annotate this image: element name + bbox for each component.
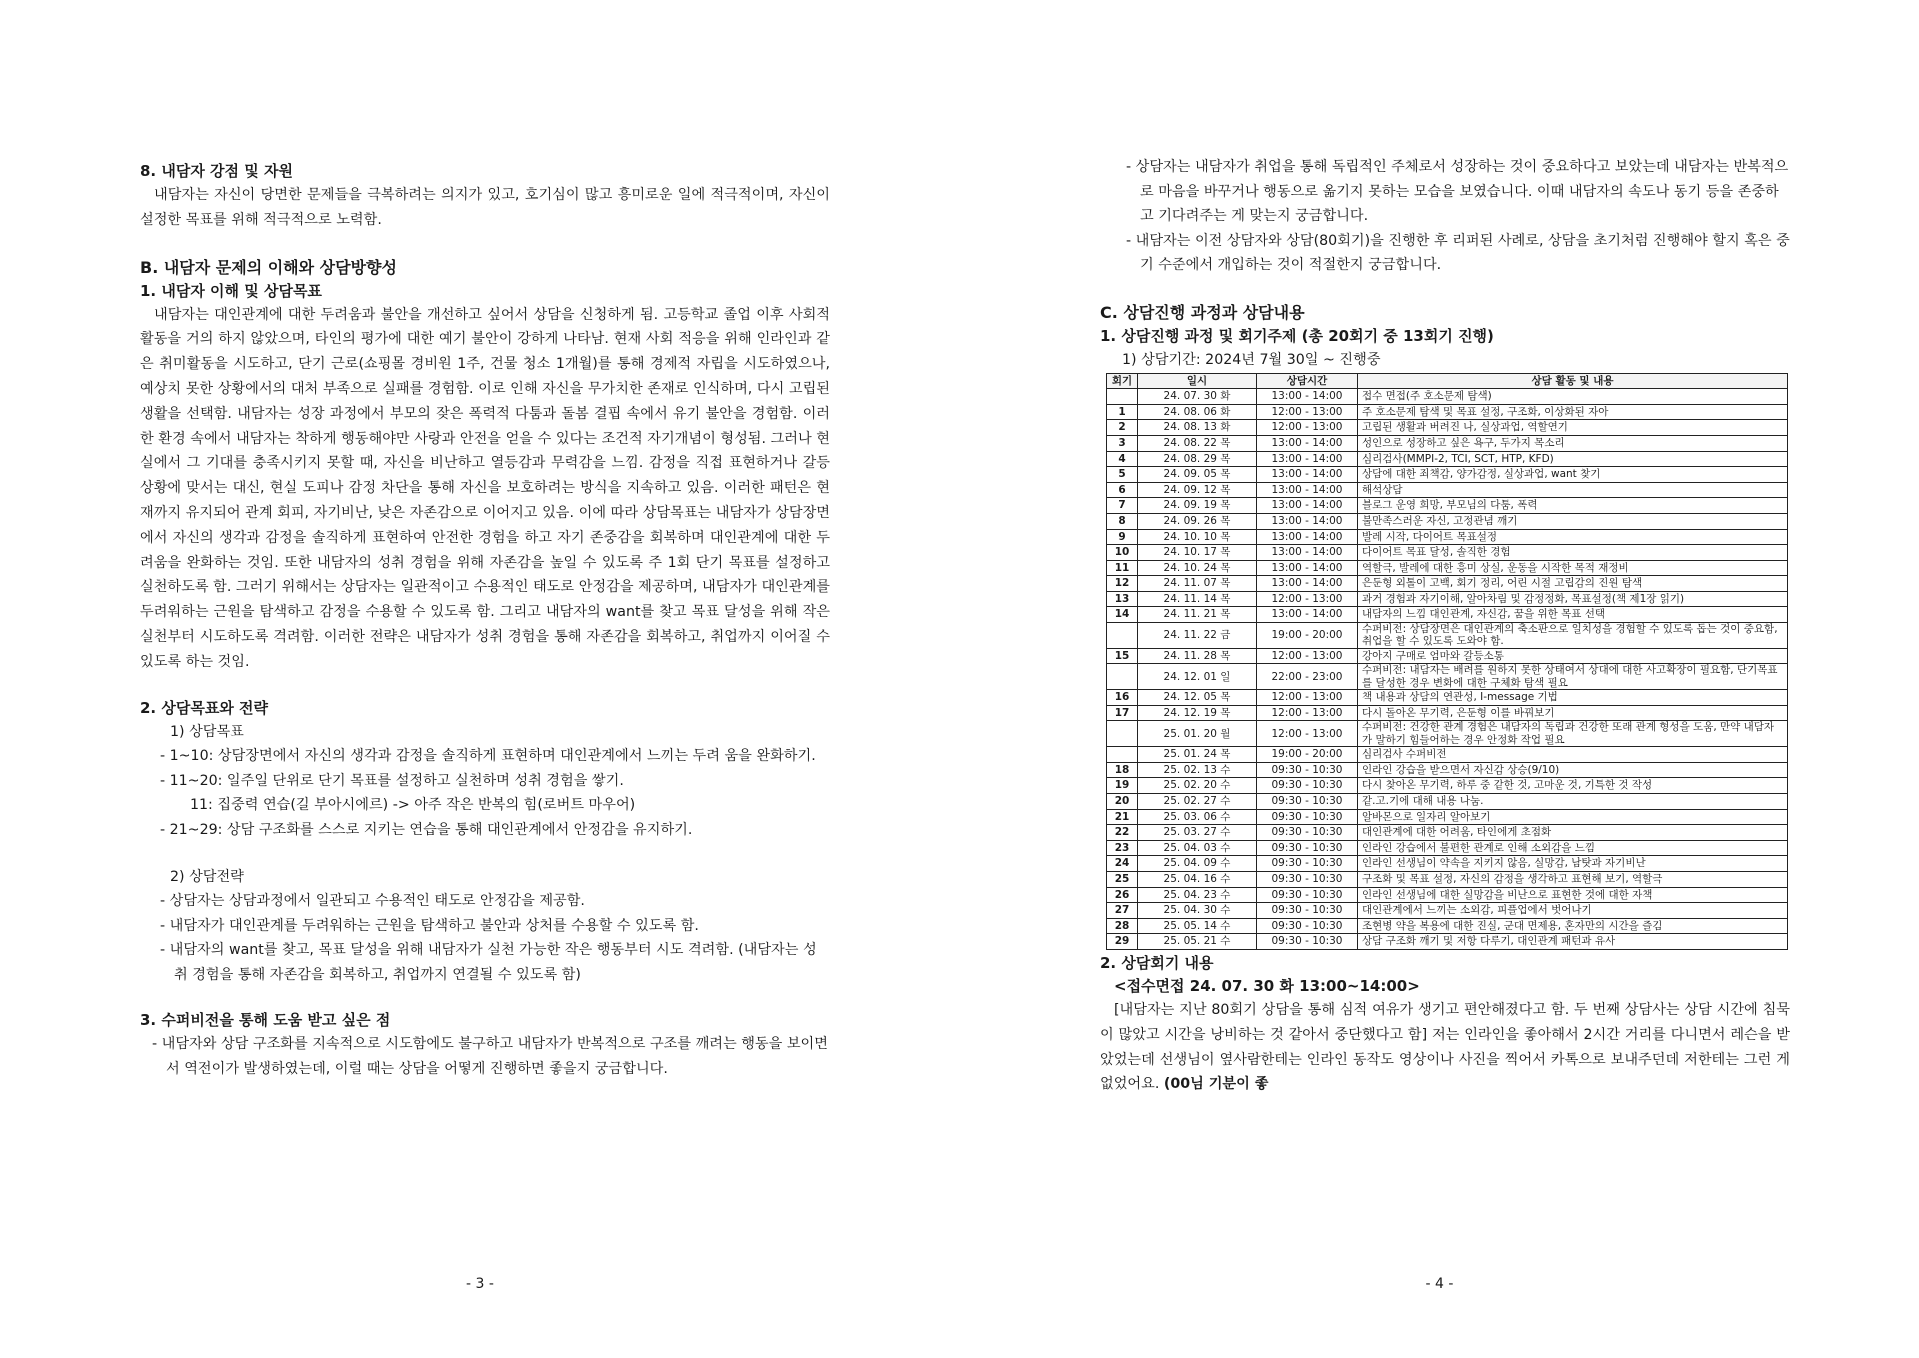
goal-item-2: - 11~20: 일주일 단위로 단기 목표를 설정하고 실천하며 성취 경험을 쌓기.	[160, 772, 624, 789]
session-number: 29	[1107, 934, 1138, 950]
session-date: 25. 04. 03 수	[1138, 840, 1257, 856]
session-time: 12:00 - 13:00	[1257, 721, 1358, 747]
c2-intake-text: [내담자는 지난 80회기 상담을 통해 심적 여유가 생기고 편안해졌다고 함. 두 번째 상담사는 상담 시간에 침묵이 많았고 시간을 낭비하는 것 같아서 중단했다고 함] 저는 인라인을 좋아해서 2시간 거리를 다니면서 레슨을 받았었는데 선생님이 옆사람한테는 인라인 동작도 영상이나 사진을 찍어서 카톡으로 보내주던데 저한테는 그런 게 없었어요.	[1100, 1002, 1790, 1093]
session-date: 24. 09. 26 목	[1138, 513, 1257, 529]
session-content: 알바몬으로 일자리 알아보기	[1358, 809, 1788, 825]
session-date: 25. 02. 13 수	[1138, 762, 1257, 778]
session-content: 강아지 구매로 엄마와 갈등소통	[1358, 648, 1788, 664]
page-number-3: - 3 -	[466, 1276, 494, 1292]
header-session: 회기	[1107, 373, 1138, 389]
header-content: 상담 활동 및 내용	[1358, 373, 1788, 389]
session-number: 6	[1107, 482, 1138, 498]
table-row	[1107, 467, 1788, 483]
session-time: 12:00 - 13:00	[1257, 705, 1358, 721]
session-content: 상담에 대한 죄책감, 양가감정, 실상과업, want 찾기	[1358, 467, 1788, 483]
table-row	[1107, 529, 1788, 545]
goal-item-3: - 21~29: 상담 구조화를 스스로 지키는 연습을 통해 대인관계에서 안정감을 유지하기.	[160, 821, 693, 838]
session-time: 19:00 - 20:00	[1257, 747, 1358, 763]
strategy-item-3: - 내담자의 want를 찾고, 목표 달성을 위해 내담자가 실천 가능한 작은 행동부터 시도 격려함. (내담자는 성취 경험을 통해 자존감을 회복하고, 취업까지 연결될 수 있도록 함)	[160, 942, 817, 983]
session-content: 다시 돌아온 무기력, 은둔형 이를 바꿔보기	[1358, 705, 1788, 721]
table-row	[1107, 903, 1788, 919]
strategy-label: 2) 상담전략	[170, 868, 244, 885]
table-row	[1107, 498, 1788, 514]
session-content: 다시 찾아온 무기력, 하루 중 같한 것, 고마운 것, 기특한 것 작성	[1358, 778, 1788, 794]
session-time: 12:00 - 13:00	[1257, 420, 1358, 436]
session-date: 25. 04. 09 수	[1138, 856, 1257, 872]
table-row	[1107, 809, 1788, 825]
table-row	[1107, 435, 1788, 451]
session-time: 13:00 - 14:00	[1257, 498, 1358, 514]
session-number: 1	[1107, 404, 1138, 420]
session-time: 13:00 - 14:00	[1257, 435, 1358, 451]
session-number: 25	[1107, 872, 1138, 888]
session-number	[1107, 721, 1138, 747]
table-row	[1107, 607, 1788, 623]
session-number: 22	[1107, 825, 1138, 841]
b2-title: 2. 상담목표와 전략	[140, 698, 269, 717]
session-number: 4	[1107, 451, 1138, 467]
session-number: 26	[1107, 887, 1138, 903]
table-row	[1107, 576, 1788, 592]
c2-intake-tail: (00님 기분이 좋	[1163, 1076, 1269, 1093]
goal-item-2-note: 11: 집중력 연습(길 부아시에르) -> 아주 작은 반복의 힘(로버트 마우어)	[190, 797, 636, 814]
session-time: 12:00 - 13:00	[1257, 591, 1358, 607]
table-row	[1107, 840, 1788, 856]
c1-period: 1) 상담기간: 2024년 7월 30일 ~ 진행중	[1122, 351, 1381, 368]
table-row	[1107, 794, 1788, 810]
session-time: 09:30 - 10:30	[1257, 903, 1358, 919]
session-number	[1107, 389, 1138, 405]
session-content: 책 내용과 상담의 연관성, I-message 기법	[1358, 690, 1788, 706]
b3-title: 3. 수퍼비전을 통해 도움 받고 싶은 점	[140, 1011, 391, 1030]
c2-intake-body	[1100, 998, 1790, 1097]
header-date: 일시	[1138, 373, 1257, 389]
session-date: 24. 11. 07 목	[1138, 576, 1257, 592]
session-number	[1107, 747, 1138, 763]
session-date: 25. 02. 27 수	[1138, 794, 1257, 810]
session-time: 19:00 - 20:00	[1257, 623, 1358, 649]
session-date: 24. 09. 05 목	[1138, 467, 1257, 483]
session-date: 25. 03. 06 수	[1138, 809, 1257, 825]
session-number: 13	[1107, 591, 1138, 607]
session-time: 22:00 - 23:00	[1257, 664, 1358, 690]
strategy-item-2: - 내담자가 대인관계를 두려워하는 근원을 탐색하고 불안과 상처를 수용할 수 있도록 함.	[160, 917, 699, 934]
session-date: 24. 11. 21 목	[1138, 607, 1257, 623]
session-content: 은둔형 외톨이 고백, 회기 정리, 어린 시절 고립감의 진원 탐색	[1358, 576, 1788, 592]
session-content: 고립된 생활과 버려진 나, 실상과업, 역할연기	[1358, 420, 1788, 436]
table-row	[1107, 560, 1788, 576]
session-content: 내담자의 느낌 대인관계, 자신감, 꿈을 위한 목표 선택	[1358, 607, 1788, 623]
right-column	[1100, 155, 1790, 1097]
page-number-4: - 4 -	[1425, 1276, 1454, 1292]
session-number: 8	[1107, 513, 1138, 529]
session-content: 수퍼비전: 건강한 관계 경험은 내담자의 독립과 건강한 또래 관계 형성을 도움, 만약 내담자가 말하기 힘들어하는 경우 안정화 작업 필요	[1358, 721, 1788, 747]
session-time: 13:00 - 14:00	[1257, 607, 1358, 623]
session-time: 12:00 - 13:00	[1257, 690, 1358, 706]
session-number: 11	[1107, 560, 1138, 576]
session-time: 09:30 - 10:30	[1257, 872, 1358, 888]
session-date: 25. 02. 20 수	[1138, 778, 1257, 794]
table-row	[1107, 747, 1788, 763]
session-time: 09:30 - 10:30	[1257, 762, 1358, 778]
supervision-question-2: - 상담자는 내담자가 취업을 통해 독립적인 주체로서 성장하는 것이 중요하다고 보았는데 내담자는 반복적으로 마음을 바꾸거나 행동으로 옮기지 못하는 모습을 보였습니다. 이때 내담자의 속도나 동기 등을 존중하고 기다려주는 게 맞는지 궁금합니다.	[1126, 159, 1789, 225]
session-content: 심리검사(MMPI-2, TCI, SCT, HTP, KFD)	[1358, 451, 1788, 467]
table-row	[1107, 482, 1788, 498]
session-table-header	[1107, 373, 1788, 389]
session-content: 블로그 운영 희망, 부모님의 다툼, 폭력	[1358, 498, 1788, 514]
session-content: 역할극, 발레에 대한 흥미 상실, 운동을 시작한 목적 재정비	[1358, 560, 1788, 576]
table-row	[1107, 825, 1788, 841]
table-row	[1107, 887, 1788, 903]
session-table	[1106, 373, 1788, 950]
session-time: 09:30 - 10:30	[1257, 778, 1358, 794]
table-row	[1107, 545, 1788, 561]
session-time: 09:30 - 10:30	[1257, 887, 1358, 903]
session-content: 구조화 및 목표 설정, 자신의 감정을 생각하고 표현해 보기, 역할극	[1358, 872, 1788, 888]
session-content: 인라인 선생님이 약속을 지키지 않음, 실망감, 남탓과 자기비난	[1358, 856, 1788, 872]
session-date: 24. 10. 10 목	[1138, 529, 1257, 545]
table-row	[1107, 404, 1788, 420]
session-number: 5	[1107, 467, 1138, 483]
b1-body: 내담자는 대인관계에 대한 두려움과 불안을 개선하고 싶어서 상담을 신청하게 됨. 고등학교 졸업 이후 사회적 활동을 거의 하지 않았으며, 타인의 평가에 대한 예기 불안이 강하게 나타남. 현재 사회 적응을 위해 인라인과 같은 취미활동을 시도하고, 단기 근로(쇼핑몰 경비원 1주, 건물 청소 1개월)를 통해 경제적 자립을 시도하였으나, 예상치 못한 상황에서의 대처 부족으로 실패를 경험함. 이로 인해 자신을 무가치한 존재로 인식하며, 다시 고립된 생활을 선택함. 내담자는 성장 과정에서 부모의 잦은 폭력적 다툼과 돌봄 결핍 속에서 유기 불안을 경험함. 이러한 환경 속에서 내담자는 착하게 행동해야만 사랑과 안전을 얻을 수 있다는 조건적 자기개념이 형성됨. 그러나 현실에서 그 기대를 충족시키지 못할 때, 자신을 비난하고 열등감과 무력감을 느낌. 감정을 직접 표현하거나 갈등 상황에 맞서는 대신, 현실 도피나 감정 차단을 통해 자신을 보호하려는 방식을 지속하고 있음. 이러한 패턴은 현재까지 유지되어 관계 회피, 자기비난, 낮은 자존감으로 이어지고 있음. 이에 따라 상담목표는 내담자가 상담장면에서 자신의 생각과 감정을 솔직하게 표현하여 안전한 경험을 하고 자기 존중감을 회복하며 대인관계에 대한 두려움을 완화하는 것임. 또한 내담자의 성취 경험을 위해 자존감을 높일 수 있도록 주 1회 단기 목표를 설정하고 실천하도록 함. 그러기 위해서는 상담자는 일관적이고 수용적인 태도로 안정감을 제공하며, 내담자가 대인관계를 두려워하는 근원을 탐색하고 감정을 수용할 수 있도록 함. 그리고 내담자의 want를 찾고 목표 달성을 위해 작은 실천부터 시도하도록 격려함. 이러한 전략은 내담자가 성취 경험을 통해 자존감을 회복하고, 취업까지 이어질 수 있도록 하는 것임.	[140, 306, 830, 670]
section-b-title: B. 내담자 문제의 이해와 상담방향성	[140, 257, 397, 277]
session-date: 24. 09. 12 목	[1138, 482, 1257, 498]
session-number: 27	[1107, 903, 1138, 919]
session-time: 13:00 - 14:00	[1257, 482, 1358, 498]
c1-title: 1. 상담진행 과정 및 회기주제 (총 20회기 중 13회기 진행)	[1100, 326, 1494, 345]
session-content: 다이어트 목표 달성, 솔직한 경험	[1358, 545, 1788, 561]
session-time: 13:00 - 14:00	[1257, 576, 1358, 592]
session-date: 24. 08. 22 목	[1138, 435, 1257, 451]
session-time: 13:00 - 14:00	[1257, 529, 1358, 545]
session-content: 과거 경험과 자기이해, 알아차림 및 감정정화, 목표설정(책 제1장 읽기)	[1358, 591, 1788, 607]
table-row	[1107, 389, 1788, 405]
session-date: 24. 10. 17 목	[1138, 545, 1257, 561]
session-date: 24. 10. 24 목	[1138, 560, 1257, 576]
goal-label: 1) 상담목표	[170, 723, 244, 740]
table-row	[1107, 778, 1788, 794]
session-number: 17	[1107, 705, 1138, 721]
session-number: 28	[1107, 918, 1138, 934]
session-content: 조현병 약을 복용에 대한 진실, 군대 면제용, 혼자만의 시간을 즐김	[1358, 918, 1788, 934]
session-content: 해석상담	[1358, 482, 1788, 498]
session-time: 09:30 - 10:30	[1257, 856, 1358, 872]
session-content: 인라인 선생님에 대한 실망감을 비난으로 표현한 것에 대한 자책	[1358, 887, 1788, 903]
session-content: 대인관계에서 느끼는 소외감, 피플업에서 벗어나기	[1358, 903, 1788, 919]
session-number: 9	[1107, 529, 1138, 545]
session-content: 수퍼비전: 상담장면은 대인관계의 축소판으로 일치성을 경험할 수 있도록 돕는 것이 중요함, 취업을 할 수 있도록 도와야 함.	[1358, 623, 1788, 649]
session-time: 09:30 - 10:30	[1257, 809, 1358, 825]
table-row	[1107, 690, 1788, 706]
session-content: 대인관계에 대한 어려움, 타인에게 초점화	[1358, 825, 1788, 841]
session-number: 24	[1107, 856, 1138, 872]
session-time: 09:30 - 10:30	[1257, 934, 1358, 950]
c2-intake-title: <접수면접 24. 07. 30 화 13:00~14:00>	[1114, 977, 1420, 995]
session-content: 수퍼비전: 내담자는 배려를 원하지 못한 상태여서 상대에 대한 사고확장이 필요함, 단기목표를 달성한 경우 변화에 대한 구체화 탐색 필요	[1358, 664, 1788, 690]
table-row	[1107, 623, 1788, 649]
b3-item-1: - 내담자와 상담 구조화를 지속적으로 시도함에도 불구하고 내담자가 반복적으로 구조를 깨려는 행동을 보이면서 역전이가 발생하였는데, 이럴 때는 상담을 어떻게 진행하면 좋을지 궁금합니다.	[152, 1036, 828, 1078]
session-content: 같.고.기에 대해 내용 나눔.	[1358, 794, 1788, 810]
session-number: 15	[1107, 648, 1138, 664]
table-row	[1107, 513, 1788, 529]
session-content: 성인으로 성장하고 싶은 욕구, 두가지 목소리	[1358, 435, 1788, 451]
session-number: 7	[1107, 498, 1138, 514]
session-number: 21	[1107, 809, 1138, 825]
session-content: 상담 구조화 깨기 및 저항 다루기, 대인관계 패턴과 유사	[1358, 934, 1788, 950]
table-row	[1107, 762, 1788, 778]
session-date: 25. 01. 20 월	[1138, 721, 1257, 747]
session-date: 24. 09. 19 목	[1138, 498, 1257, 514]
strategy-item-1: - 상담자는 상담과정에서 일관되고 수용적인 태도로 안정감을 제공함.	[160, 893, 585, 910]
table-row	[1107, 664, 1788, 690]
session-content: 심리검사 수퍼비전	[1358, 747, 1788, 763]
session-date: 25. 05. 21 수	[1138, 934, 1257, 950]
session-number: 18	[1107, 762, 1138, 778]
session-content: 인라인 강습에서 불편한 관계로 인해 소외감을 느낌	[1358, 840, 1788, 856]
session-time: 12:00 - 13:00	[1257, 648, 1358, 664]
section-8-title: 8. 내담자 강점 및 자원	[140, 162, 293, 180]
table-row	[1107, 856, 1788, 872]
goal-item-1: - 1~10: 상담장면에서 자신의 생각과 감정을 솔직하게 표현하며 대인관계에서 느끼는 두려 움을 완화하기.	[160, 748, 816, 765]
table-row	[1107, 705, 1788, 721]
session-date: 24. 08. 13 화	[1138, 420, 1257, 436]
session-number: 16	[1107, 690, 1138, 706]
table-row	[1107, 451, 1788, 467]
table-row	[1107, 872, 1788, 888]
table-row	[1107, 591, 1788, 607]
session-date: 24. 07. 30 화	[1138, 389, 1257, 405]
supervision-question-3: - 내담자는 이전 상담자와 상담(80회기)을 진행한 후 리퍼된 사례로, 상담을 초기처럼 진행해야 할지 혹은 중기 수준에서 개입하는 것이 적절한지 궁금합니다.	[1126, 232, 1790, 274]
header-time: 상담시간	[1257, 373, 1358, 389]
session-number: 20	[1107, 794, 1138, 810]
session-date: 24. 11. 22 금	[1138, 623, 1257, 649]
session-time: 09:30 - 10:30	[1257, 794, 1358, 810]
session-date: 24. 11. 28 목	[1138, 648, 1257, 664]
session-date: 25. 04. 16 수	[1138, 872, 1257, 888]
session-content: 발레 시작, 다이어트 목표설정	[1358, 529, 1788, 545]
table-row	[1107, 934, 1788, 950]
session-date: 24. 12. 19 목	[1138, 705, 1257, 721]
session-date: 24. 08. 29 목	[1138, 451, 1257, 467]
session-number: 14	[1107, 607, 1138, 623]
session-time: 13:00 - 14:00	[1257, 467, 1358, 483]
table-row	[1107, 918, 1788, 934]
table-row	[1107, 648, 1788, 664]
session-date: 24. 12. 01 일	[1138, 664, 1257, 690]
session-number: 19	[1107, 778, 1138, 794]
table-row	[1107, 420, 1788, 436]
left-column	[140, 160, 830, 1082]
session-date: 25. 04. 23 수	[1138, 887, 1257, 903]
session-time: 13:00 - 14:00	[1257, 451, 1358, 467]
session-content: 접수 면접(주 호소문제 탐색)	[1358, 389, 1788, 405]
session-time: 13:00 - 14:00	[1257, 545, 1358, 561]
session-time: 13:00 - 14:00	[1257, 513, 1358, 529]
session-number: 10	[1107, 545, 1138, 561]
session-date: 25. 04. 30 수	[1138, 903, 1257, 919]
session-number: 23	[1107, 840, 1138, 856]
session-number: 3	[1107, 435, 1138, 451]
session-content: 주 호소문제 탐색 및 목표 설정, 구조화, 이상화된 자아	[1358, 404, 1788, 420]
section-8-body: 내담자는 자신이 당면한 문제들을 극복하려는 의지가 있고, 호기심이 많고 흥미로운 일에 적극적이며, 자신이 설정한 목표를 위해 적극적으로 노력함.	[140, 187, 830, 228]
session-time: 12:00 - 13:00	[1257, 404, 1358, 420]
session-number	[1107, 623, 1138, 649]
session-date: 24. 08. 06 화	[1138, 404, 1257, 420]
session-content: 인라인 강습을 받으면서 자신감 상승(9/10)	[1358, 762, 1788, 778]
session-date: 24. 11. 14 목	[1138, 591, 1257, 607]
section-c-title: C. 상담진행 과정과 상담내용	[1100, 302, 1305, 322]
session-time: 09:30 - 10:30	[1257, 825, 1358, 841]
session-number	[1107, 664, 1138, 690]
c2-title: 2. 상담회기 내용	[1100, 954, 1214, 972]
session-time: 13:00 - 14:00	[1257, 389, 1358, 405]
table-row	[1107, 721, 1788, 747]
session-time: 09:30 - 10:30	[1257, 918, 1358, 934]
session-time: 09:30 - 10:30	[1257, 840, 1358, 856]
b1-title: 1. 내담자 이해 및 상담목표	[140, 281, 322, 300]
session-number: 2	[1107, 420, 1138, 436]
session-date: 25. 05. 14 수	[1138, 918, 1257, 934]
session-date: 24. 12. 05 목	[1138, 690, 1257, 706]
page-4	[960, 0, 1919, 1358]
session-content: 불만족스러운 자신, 고정관념 깨기	[1358, 513, 1788, 529]
session-date: 25. 01. 24 목	[1138, 747, 1257, 763]
session-date: 25. 03. 27 수	[1138, 825, 1257, 841]
session-time: 13:00 - 14:00	[1257, 560, 1358, 576]
session-number: 12	[1107, 576, 1138, 592]
